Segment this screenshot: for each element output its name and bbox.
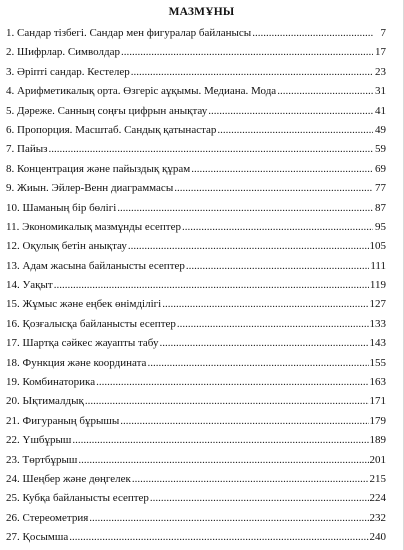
dot-leader — [72, 431, 368, 450]
toc-entry-title: 20. Ықтималдық — [6, 395, 84, 408]
dot-leader — [132, 470, 369, 489]
toc-entry — [6, 431, 386, 450]
dot-leader — [217, 121, 373, 140]
toc-entry-page-number: 215 — [369, 472, 386, 485]
toc-entry — [6, 82, 386, 101]
toc-entry-page-number: 17 — [375, 46, 386, 59]
toc-entry-page-number: 127 — [369, 298, 386, 311]
toc-entry-page-number: 143 — [369, 337, 386, 350]
toc-entry-page-number: 111 — [370, 259, 386, 272]
toc-entry-title: 26. Стереометрия — [6, 511, 89, 524]
toc-entry — [6, 140, 386, 159]
dot-leader — [159, 334, 368, 353]
toc-entry-title: 25. Кубқа байланысты есептер — [6, 492, 149, 505]
toc-title: МАЗМҰНЫ — [168, 6, 235, 18]
toc-entry-title: 21. Фигураның бұрышы — [6, 414, 120, 427]
dot-leader — [208, 102, 373, 121]
toc-entry-page-number: 119 — [369, 279, 386, 292]
dot-leader — [191, 160, 373, 179]
toc-entry-page-number: 232 — [369, 511, 386, 524]
toc-entry — [6, 237, 386, 256]
toc-entry-title: 24. Шеңбер және дөңгелек — [6, 472, 131, 485]
toc-entry — [6, 373, 386, 392]
dot-leader — [121, 43, 373, 62]
toc-entry — [6, 412, 386, 431]
toc-entry-page-number: 224 — [369, 492, 386, 505]
dot-leader — [277, 82, 373, 101]
toc-entry-title: 5. Дәреже. Санның соңғы цифрын анықтау — [6, 104, 208, 117]
toc-entry — [6, 24, 386, 43]
dot-leader — [54, 276, 369, 295]
toc-entry-page-number: 201 — [369, 453, 386, 466]
toc-entry-title: 14. Уақыт — [6, 279, 53, 292]
toc-entry-page-number: 41 — [375, 104, 386, 117]
dot-leader — [131, 63, 373, 82]
toc-entry-title: 8. Концентрация және пайыздық құрам — [6, 162, 191, 175]
dot-leader — [85, 392, 369, 411]
dot-leader — [128, 237, 369, 256]
toc-entry-title: 16. Қозғалысқа байланысты есептер — [6, 317, 176, 330]
toc-entry-page-number: 189 — [369, 434, 386, 447]
toc-entry-page-number: 240 — [369, 531, 386, 544]
dot-leader — [150, 489, 369, 508]
toc-entry-title: 4. Арифметикалық орта. Өзгеріс аұқымы. Медиана. Мода — [6, 85, 277, 98]
toc-entry — [6, 43, 386, 62]
dot-leader — [174, 179, 373, 198]
toc-entry — [6, 276, 386, 295]
dot-leader — [147, 354, 368, 373]
toc-entry-page-number: 171 — [369, 395, 386, 408]
toc-entry — [6, 160, 386, 179]
dot-leader — [177, 315, 369, 334]
toc-entry — [6, 63, 386, 82]
dot-leader — [48, 140, 373, 159]
toc-entry-page-number: 77 — [375, 182, 386, 195]
dot-leader — [96, 373, 368, 392]
toc-entry-title: 19. Комбинаторика — [6, 376, 96, 389]
toc-entry-title: 13. Адам жасына байланысты есептер — [6, 259, 185, 272]
toc-entry-page-number: 95 — [375, 220, 386, 233]
toc-entry-title: 22. Үшбұрыш — [6, 434, 72, 447]
toc-entry-title: 23. Төртбұрыш — [6, 453, 78, 466]
dot-leader — [252, 24, 373, 43]
toc-entry — [6, 102, 386, 121]
toc-list — [6, 24, 386, 548]
toc-entry — [6, 489, 386, 508]
toc-entry — [6, 528, 386, 547]
toc-entry-title: 7. Пайыз — [6, 143, 48, 156]
toc-entry-page-number: 49 — [375, 123, 386, 136]
toc-entry — [6, 354, 386, 373]
toc-entry-title: 9. Жиын. Эйлер-Венн диаграммасы — [6, 182, 174, 195]
toc-entry — [6, 295, 386, 314]
dot-leader — [89, 509, 368, 528]
toc-entry-title: 1. Сандар тізбегі. Сандар мен фигуралар байланысы — [6, 27, 252, 39]
toc-entry-page-number: 31 — [375, 85, 386, 98]
toc-entry-page-number: 69 — [375, 162, 386, 175]
toc-entry-title: 2. Шифрлар. Символдар — [6, 46, 120, 59]
dot-leader — [186, 257, 369, 276]
dot-leader — [120, 412, 368, 431]
toc-entry-page-number: 155 — [369, 356, 386, 369]
toc-entry — [6, 315, 386, 334]
toc-entry — [6, 121, 386, 140]
toc-entry-page-number: 59 — [375, 143, 386, 156]
toc-entry — [6, 509, 386, 528]
dot-leader — [162, 295, 368, 314]
toc-entry — [6, 470, 386, 489]
toc-entry — [6, 451, 386, 470]
toc-entry-page-number: 163 — [369, 376, 386, 389]
toc-entry-title: 3. Әріпті сандар. Кестелер — [6, 65, 130, 78]
toc-entry-title: 12. Оқулық бетін анықтау — [6, 240, 127, 253]
toc-entry-page-number: 105 — [369, 240, 386, 253]
toc-entry — [6, 334, 386, 353]
toc-entry-page-number: 87 — [375, 201, 386, 214]
toc-entry — [6, 199, 386, 218]
toc-entry-title: 15. Жұмыс және еңбек өнімділігі — [6, 298, 162, 311]
toc-entry-page-number: 179 — [369, 414, 386, 427]
toc-entry-title: 10. Шаманың бір бөлігі — [6, 201, 117, 214]
toc-entry-page-number: 7 — [380, 27, 386, 39]
toc-entry — [6, 392, 386, 411]
toc-entry-title: 17. Шартқа сәйкес жауапты табу — [6, 337, 159, 350]
toc-entry-page-number: 133 — [369, 317, 386, 330]
toc-entry-title: 11. Экономикалық мазмұнды есептер — [6, 220, 181, 233]
toc-entry — [6, 257, 386, 276]
toc-entry-title: 27. Қосымша — [6, 531, 69, 544]
dot-leader — [69, 528, 368, 547]
dot-leader — [117, 199, 373, 218]
toc-entry-title: 6. Пропорция. Масштаб. Сандық қатынастар — [6, 123, 217, 136]
dot-leader — [182, 218, 373, 237]
toc-entry-title: 18. Функция және координата — [6, 356, 147, 369]
toc-entry — [6, 179, 386, 198]
dot-leader — [78, 451, 368, 470]
toc-entry-page-number: 23 — [375, 65, 386, 78]
toc-entry — [6, 218, 386, 237]
